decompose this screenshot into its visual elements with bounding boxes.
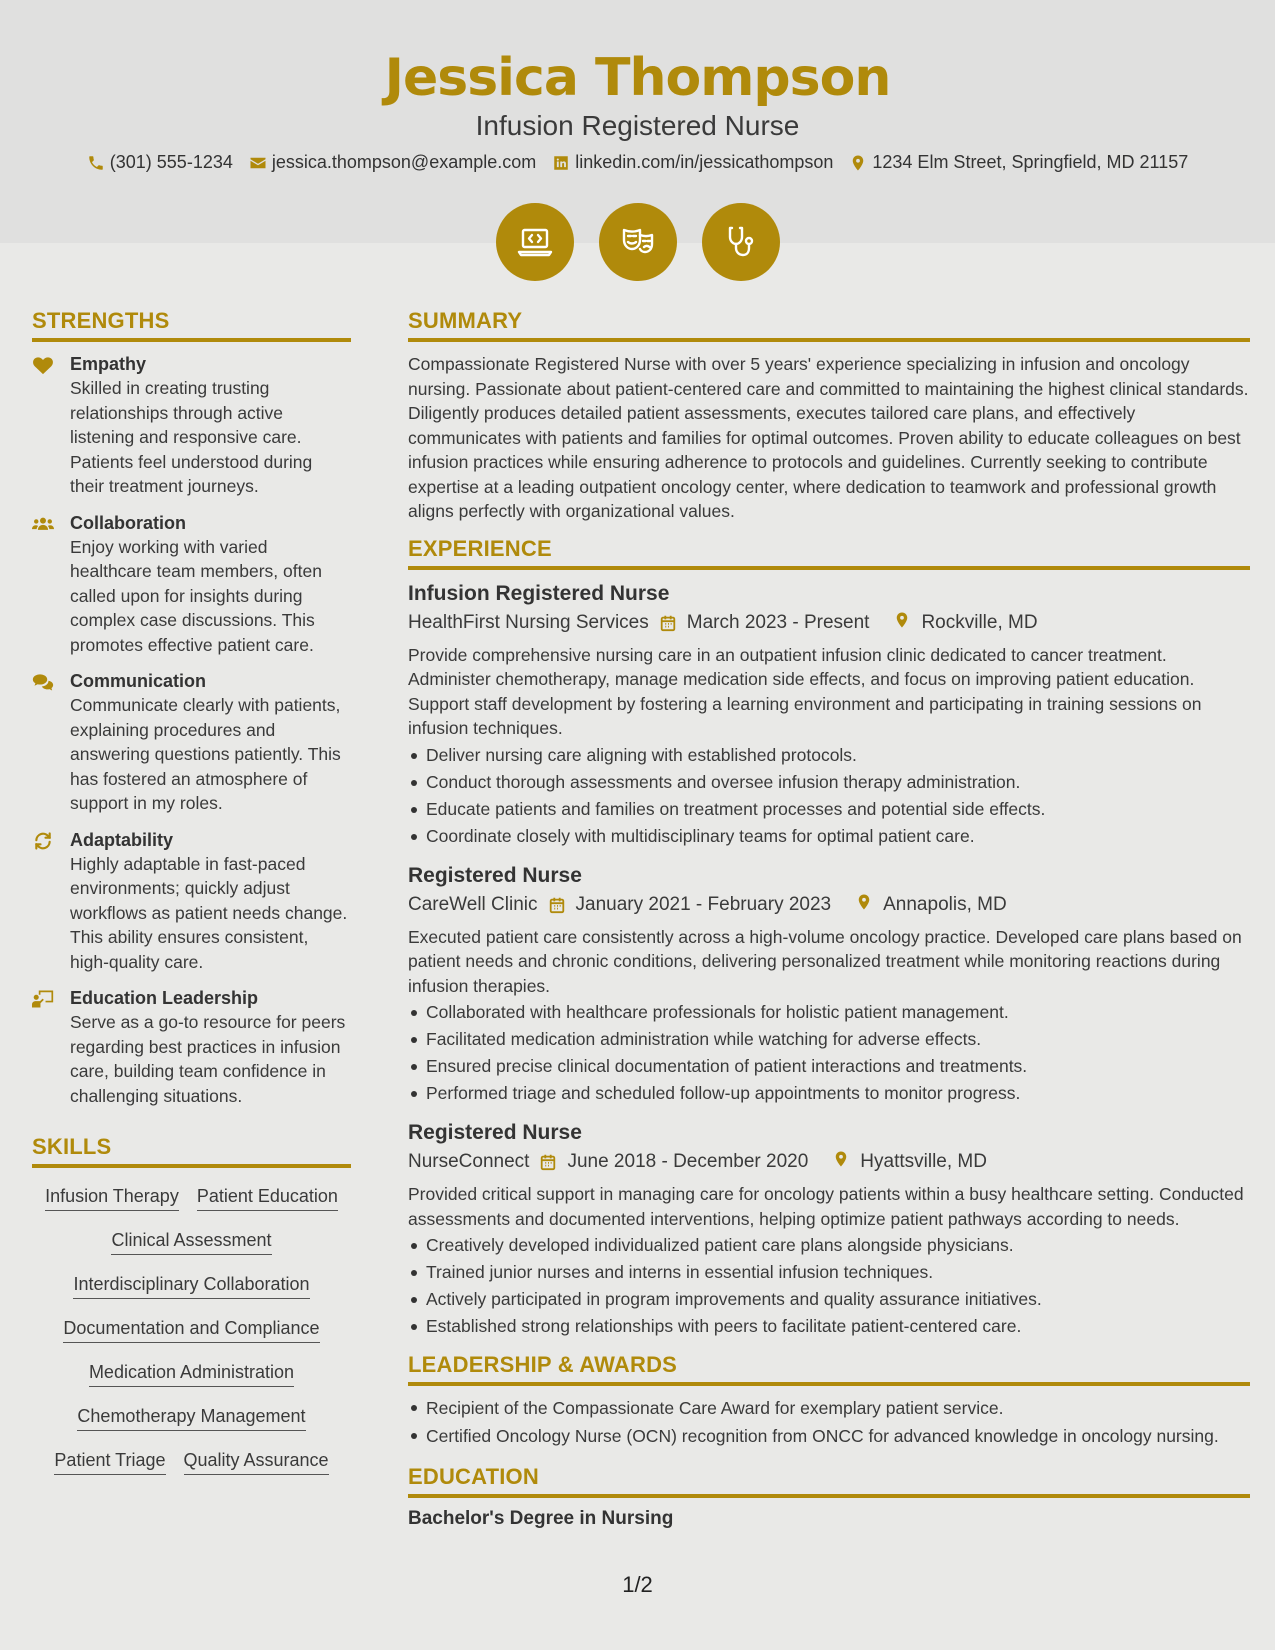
job-dates: June 2018 - December 2020 [567,1151,809,1172]
map-marker-icon [893,611,911,629]
list-item: Deliver nursing care aligning with established protocols. [408,742,1250,769]
skill-tag: Interdisciplinary Collaboration [73,1274,309,1299]
candidate-name: Jessica Thompson [384,48,891,108]
skill-tag: Medication Administration [89,1362,294,1387]
strength-desc: Enjoy working with varied healthcare team members, often called upon for insights during complex case discussions. This promotes effective patient care. [70,536,322,655]
chalkboard-teacher-icon [32,986,56,1108]
contact-email[interactable] [249,152,536,173]
contact-bar [0,152,1275,173]
strength-desc: Highly adaptable in fast-paced environments; quickly adjust workflows as patient needs change. This ability ensures consistent, high-quality care. [70,853,348,972]
map-marker-icon [849,154,867,172]
map-marker-icon [855,893,873,911]
theater-masks-icon [599,203,677,281]
job-dates: January 2021 - February 2023 [575,893,832,915]
right-column [408,308,1250,1530]
strength-desc: Serve as a go-to resource for peers regarding best practices in infusion care, building team confidence in challenging situations. [70,1012,346,1106]
job-title: Registered Nurse [408,863,582,887]
job-bullets [408,999,1250,1107]
strength-item [32,511,351,658]
skill-tag: Chemotherapy Management [77,1406,305,1431]
list-item: Conduct thorough assessments and oversee infusion therapy administration. [408,769,1250,796]
list-item: Established strong relationships with peers to facilitate patient-centered care. [408,1313,1250,1340]
sync-icon [32,828,56,975]
job-meta [408,893,1250,917]
job-description: Provide comprehensive nursing care in an outpatient infusion clinic dedicated to cancer treatment. Administer chemotherapy, manage medication side effects, and focus on improving patient education. Support staff development by fostering a learning environment and participating in training sessions on infusion techniques. [408,644,1202,738]
job-location: Rockville, MD [921,611,1038,633]
strength-title: Empathy [70,354,147,374]
strength-title: Education Leadership [70,988,259,1008]
calendar-icon [659,614,677,632]
list-item: Coordinate closely with multidisciplinary teams for optimal patient care. [408,823,1250,850]
job-title: Registered Nurse [408,1121,582,1144]
job-company: NurseConnect [408,1151,530,1172]
strength-title: Adaptability [70,829,174,850]
job-bullets [408,742,1250,850]
envelope-icon [249,154,267,172]
skills-list [32,1186,351,1475]
map-marker-icon [832,1150,850,1168]
job-bullets [408,1232,1250,1340]
left-column [32,308,351,1475]
page-number: 1/2 [622,1572,653,1597]
list-item: Certified Oncology Nurse (OCN) recognition from ONCC for advanced knowledge in oncology nursing. [408,1424,1250,1449]
strength-item [32,986,351,1108]
job-location: Annapolis, MD [883,893,1007,915]
strength-item [32,352,351,499]
list-item: Collaborated with healthcare professionals for holistic patient management. [408,999,1250,1026]
job-title: Infusion Registered Nurse [408,581,670,605]
job-entry [408,1119,1250,1340]
header-icon-row [0,203,1275,281]
strength-item [32,828,351,975]
linkedin-text: linkedin.com/in/jessicathompson [575,152,834,172]
address-text: 1234 Elm Street, Springfield, MD 21157 [872,152,1189,172]
job-dates: March 2023 - Present [686,611,870,633]
strength-desc: Skilled in creating trusting relationships through active listening and responsive care. Patients feel understood during their treatment journeys. [70,378,313,496]
laptop-code-icon [496,203,574,281]
skill-tag: Patient Triage [54,1450,165,1475]
email-text: jessica.thompson@example.com [271,152,537,172]
contact-phone[interactable] [87,152,233,173]
skills-heading: SKILLS [32,1134,351,1168]
job-meta [408,611,1250,635]
education-heading: EDUCATION [408,1464,1250,1498]
contact-address [849,152,1188,173]
skill-tag: Clinical Assessment [111,1230,271,1255]
calendar-icon [548,896,566,914]
job-location: Hyattsville, MD [860,1151,987,1172]
skill-tag: Quality Assurance [184,1450,329,1475]
strength-title: Communication [70,671,207,691]
stethoscope-icon [702,203,780,281]
job-description: Provided critical support in managing care for oncology patients within a busy healthcare setting. Conducted assessments and documented interventions, helping optimize patient pathways according to needs. [408,1184,1244,1229]
calendar-icon [539,1153,557,1171]
job-company: HealthFirst Nursing Services [408,611,649,633]
strength-item [32,669,351,816]
skill-tag: Patient Education [197,1186,338,1211]
job-meta [408,1150,1250,1174]
strengths-heading: STRENGTHS [32,308,351,342]
candidate-title: Infusion Registered Nurse [475,110,800,141]
education-degree: Bachelor's Degree in Nursing [408,1508,674,1529]
list-item: Trained junior nurses and interns in essential infusion techniques. [408,1259,1250,1286]
phone-text: (301) 555-1234 [109,152,233,172]
list-item: Facilitated medication administration while watching for adverse effects. [408,1026,1250,1053]
contact-linkedin[interactable] [552,152,833,173]
strength-desc: Communicate clearly with patients, explaining procedures and answering questions patiently. This has fostered an atmosphere of support in my roles. [70,695,341,813]
experience-heading: EXPERIENCE [408,536,1250,570]
list-item: Educate patients and families on treatment processes and potential side effects. [408,796,1250,823]
linkedin-icon [552,154,570,172]
strength-title: Collaboration [70,512,186,533]
skill-tag: Infusion Therapy [45,1186,179,1211]
list-item: Actively participated in program improvements and quality assurance initiatives. [408,1286,1250,1313]
heart-icon [32,352,56,499]
job-entry [408,862,1250,1108]
job-company: CareWell Clinic [408,893,538,915]
list-item: Recipient of the Compassionate Care Award for exemplary patient service. [408,1396,1250,1421]
phone-icon [87,154,105,172]
awards-heading: LEADERSHIP & AWARDS [408,1352,1250,1386]
list-item: Creatively developed individualized patient care plans alongside physicians. [408,1232,1250,1259]
job-entry [408,580,1250,850]
list-item: Ensured precise clinical documentation of patient interactions and treatments. [408,1053,1250,1080]
job-description: Executed patient care consistently across a high-volume oncology practice. Developed care plans based on patient needs and chronic conditions, delivering personalized treatment while monitoring reactions during infusion therapies. [408,926,1242,996]
users-icon [32,511,56,658]
summary-text: Compassionate Registered Nurse with over 5 years' experience specializing in infusion and oncology nursing. Passionate about patient-centered care and committed to maintaining the highest clinical standards. Diligently produces detailed patient assessments, executes tailored care plans, and effectively communicates with patients and families for optimal outcomes. Proven ability to educate colleagues on best infusion practices while ensuring adherence to protocols and guidelines. Currently seeking to contribute expertise at a leading outpatient oncology center, where dedication to teamwork and professional growth aligns perfectly with organizational values. [408,354,1249,521]
list-item: Performed triage and scheduled follow-up appointments to monitor progress. [408,1080,1250,1107]
summary-heading: SUMMARY [408,308,1250,342]
comments-icon [32,669,56,816]
awards-list [408,1396,1250,1448]
skill-tag: Documentation and Compliance [63,1318,319,1343]
